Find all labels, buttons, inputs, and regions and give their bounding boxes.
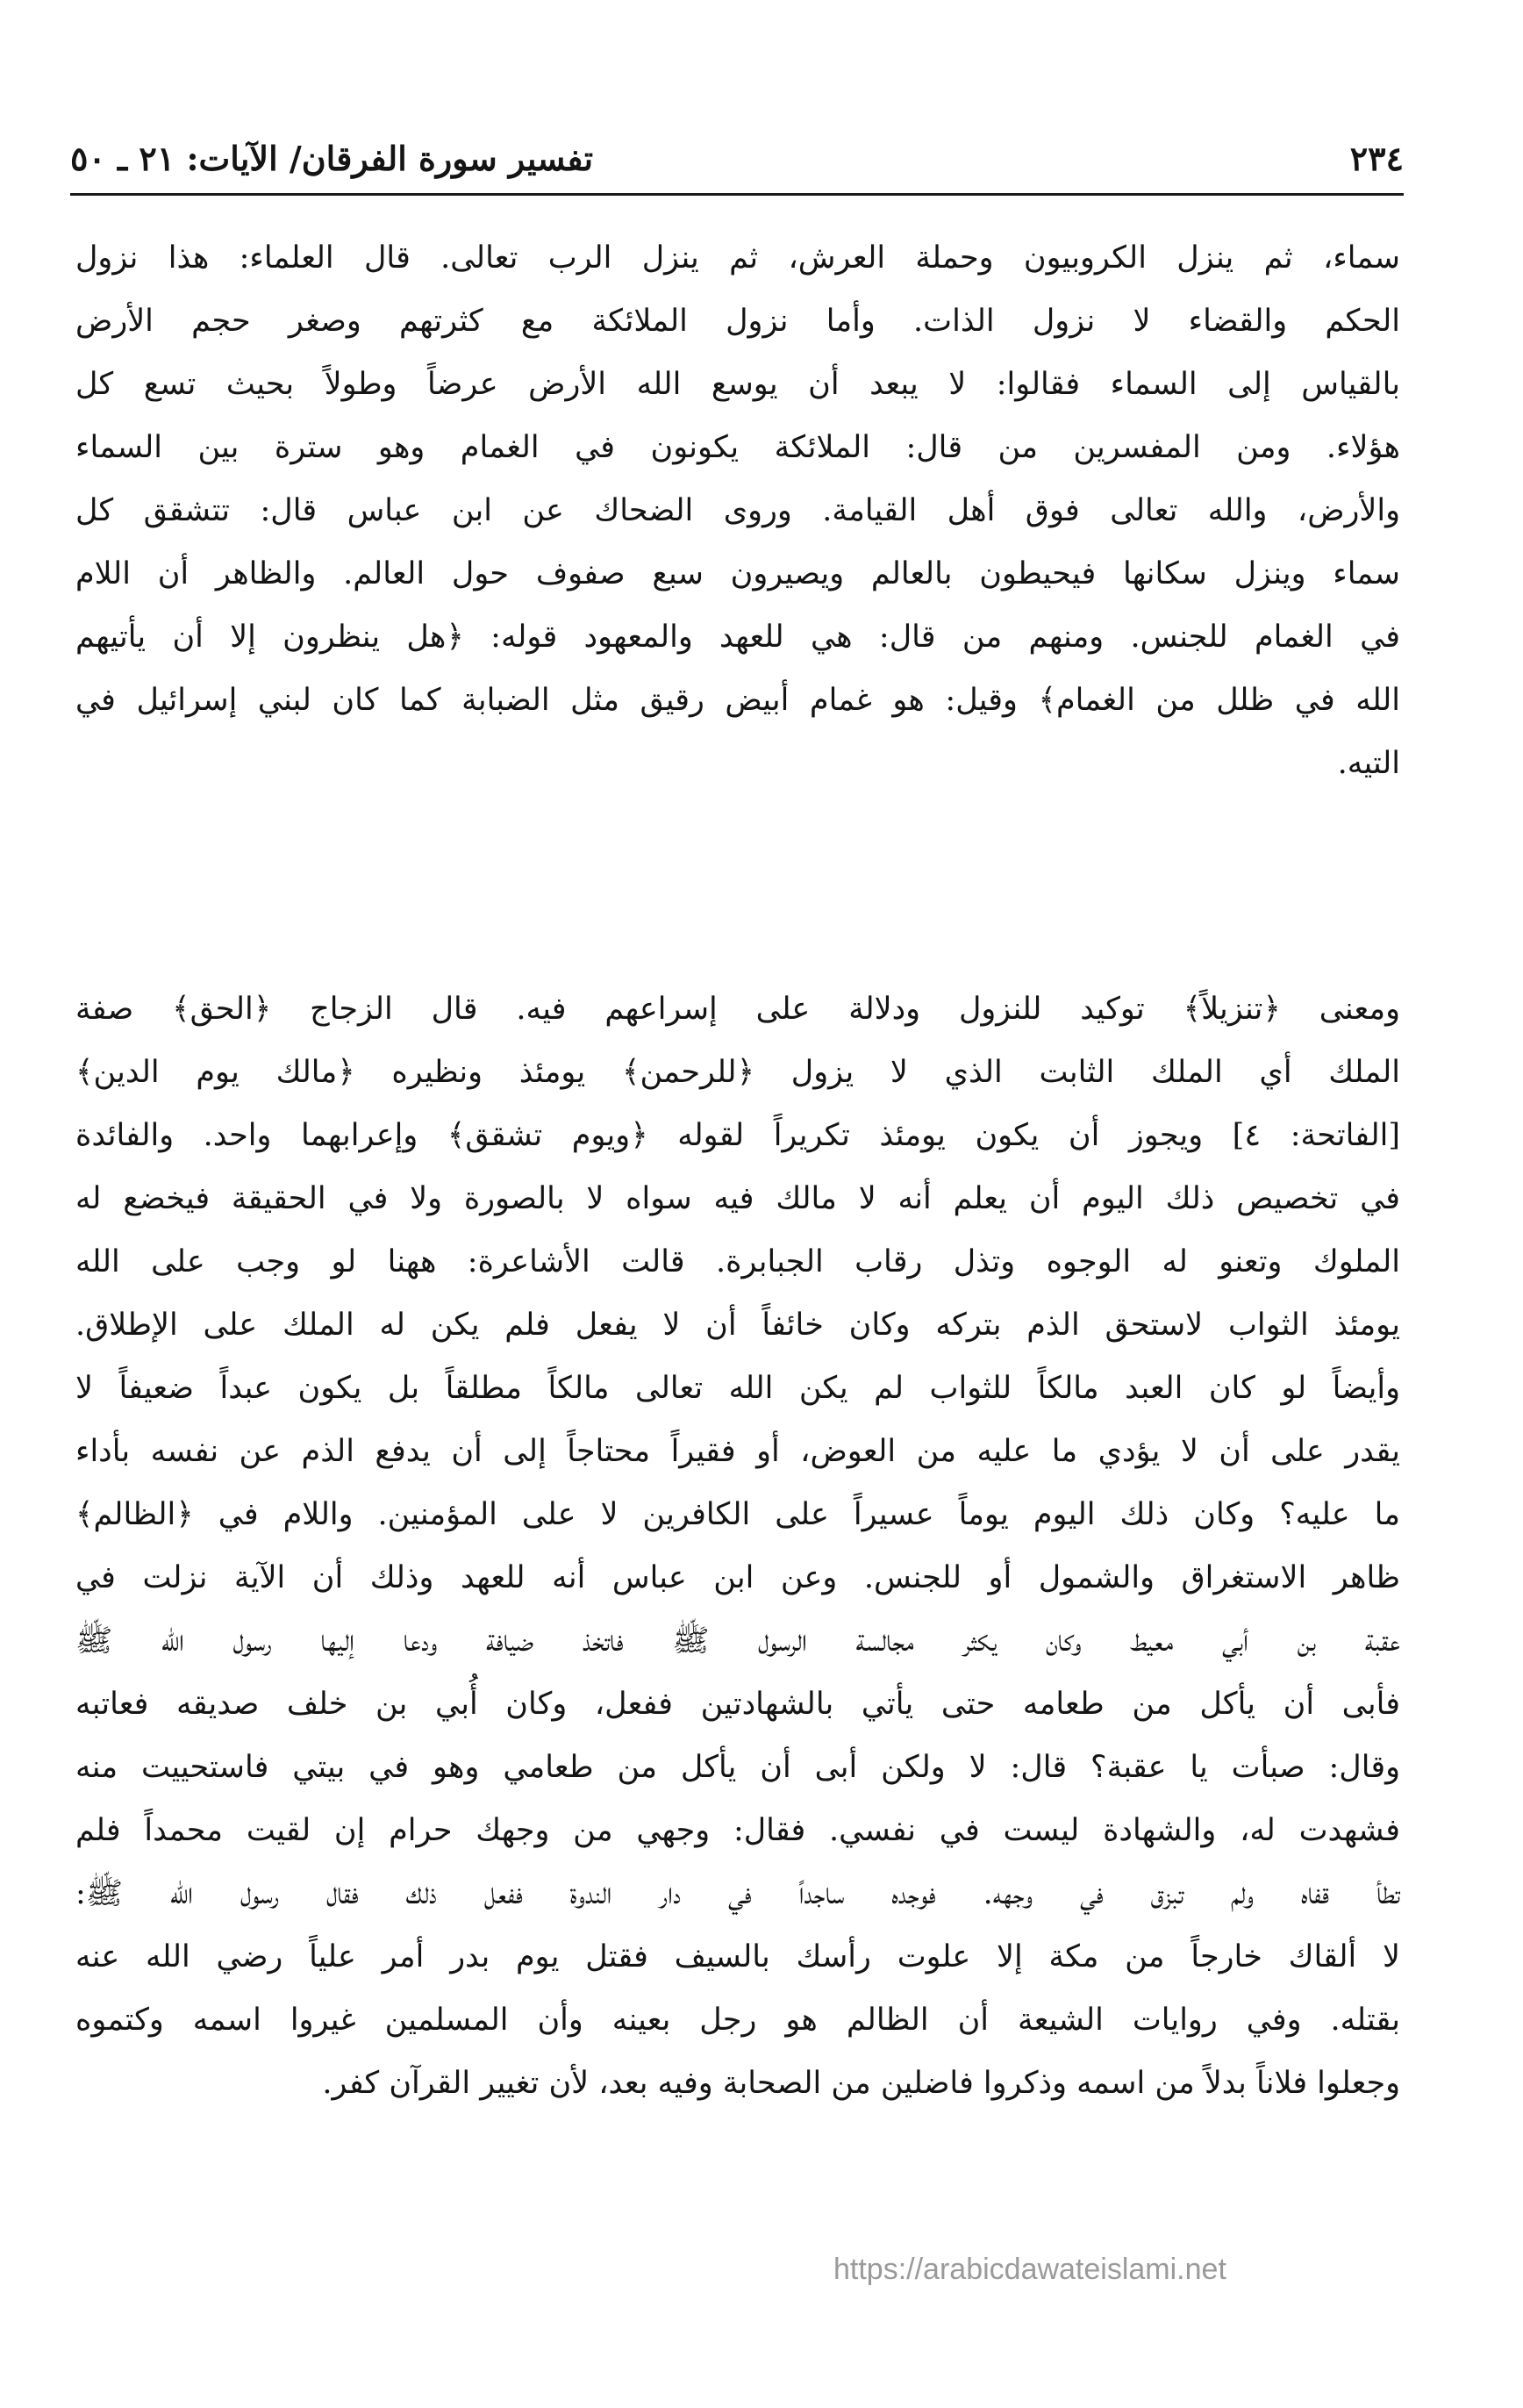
- text-line: فشهدت له، والشهادة ليست في نفسي. فقال: وجهي من وجهك حرام إن لقيت محمداً فلم: [75, 1813, 1400, 1848]
- text-line: هؤلاء. ومن المفسرين من قال: الملائكة يكونون في الغمام وهو سترة بين السماء: [75, 430, 1400, 465]
- text-line: والأرض، والله تعالى فوق أهل القيامة. وروى الضحاك عن ابن عباس قال: تتشقق كل: [75, 493, 1400, 528]
- paragraph-tanzil-meaning: [75, 978, 1400, 2115]
- text-line: وجعلوا فلاناً بدلاً من اسمه وذكروا فاضلين من الصحابة وفيه بعد، لأن تغيير القرآن كفر.: [322, 2066, 1400, 2101]
- header-divider: [70, 193, 1404, 196]
- text-line: ومعنى ﴿تنزيلاً﴾ توكيد للنزول ودلالة على إسراعهم فيه. قال الزجاج ﴿الحق﴾ صفة: [75, 992, 1400, 1027]
- text-line: في تخصيص ذلك اليوم أن يعلم أنه لا مالك فيه سواه لا بالصورة ولا في الحقيقة فيخضع له: [75, 1181, 1400, 1216]
- text-line: يقدر على أن لا يؤدي ما عليه من العوض، أو فقيراً محتاجاً إلى أن يدفع الذم عن نفسه بأداء: [75, 1434, 1400, 1469]
- text-line: تطأ قفاه ولم تبزق في وجهه. فوجده ساجداً في دار الندوة ففعل ذلك فقال رسول الله ﷺ:: [75, 1876, 1400, 1911]
- text-line: فأبى أن يأكل من طعامه حتى يأتي بالشهادتين ففعل، وكان أُبي بن خلف صديقه فعاتبه: [75, 1687, 1400, 1722]
- text-line: في الغمام للجنس. ومنهم من قال: هي للعهد والمعهود قوله: ﴿هل ينظرون إلا أن يأتيهم: [75, 620, 1400, 655]
- text-line: لا ألقاك خارجاً من مكة إلا علوت رأسك بالسيف فقتل يوم بدر أمر علياً رضي الله عنه: [75, 1939, 1400, 1974]
- text-line: الملوك وتعنو له الوجوه وتذل رقاب الجبابرة. قالت الأشاعرة: ههنا لو وجب على الله: [75, 1244, 1400, 1279]
- page-header: [70, 132, 1404, 186]
- text-line: يومئذ الثواب لاستحق الذم بتركه وكان خائفاً أن لا يفعل فلم يكن له الملك على الإطلاق.: [75, 1308, 1400, 1343]
- text-line: سماء وينزل سكانها فيحيطون بالعالم ويصيرون سبع صفوف حول العالم. والظاهر أن اللام: [75, 556, 1400, 591]
- text-line: سماء، ثم ينزل الكروبيون وحملة العرش، ثم ينزل الرب تعالى. قال العلماء: هذا نزول: [75, 240, 1400, 276]
- text-line: وقال: صبأت يا عقبة؟ قال: لا ولكن أبى أن يأكل من طعامي وهو في بيتي فاستحييت منه: [75, 1750, 1400, 1785]
- watermark-url: https://arabicdawateislami.net: [833, 2253, 1226, 2286]
- page-number: ٢٣٤: [1349, 139, 1404, 178]
- text-line: وأيضاً لو كان العبد مالكاً للثواب لم يكن الله تعالى مالكاً مطلقاً بل يكون عبداً ضعيفاً لا: [75, 1371, 1400, 1406]
- text-line: الله في ظلل من الغمام﴾ وقيل: هو غمام أبيض رقيق مثل الضبابة كما كان لبني إسرائيل في: [75, 683, 1400, 718]
- paragraph-angels-descent: [75, 226, 1400, 795]
- text-line: التيه.: [1337, 746, 1400, 781]
- text-line: بالقياس إلى السماء فقالوا: لا يبعد أن يوسع الله الأرض عرضاً وطولاً بحيث تسع كل: [75, 367, 1400, 402]
- text-line: ما عليه؟ وكان ذلك اليوم يوماً عسيراً على الكافرين لا على المؤمنين. واللام في ﴿الظالم﴾: [75, 1497, 1400, 1532]
- text-line: الحكم والقضاء لا نزول الذات. وأما نزول الملائكة مع كثرتهم وصغر حجم الأرض: [75, 304, 1400, 339]
- text-line: عقبة بن أبي معيط وكان يكثر مجالسة الرسول ﷺ فاتخذ ضيافة ودعا إليها رسول الله ﷺ: [75, 1623, 1400, 1659]
- text-line: [الفاتحة: ٤] ويجوز أن يكون يومئذ تكريراً لقوله ﴿ويوم تشقق﴾ وإعرابهما واحد. والفائدة: [75, 1118, 1400, 1153]
- running-title: تفسير سورة الفرقان/ الآيات: ٢١ ـ ٥٠: [70, 139, 594, 178]
- text-line: الملك أي الملك الثابت الذي لا يزول ﴿للرحمن﴾ يومئذ ونظيره ﴿مالك يوم الدين﴾: [75, 1055, 1400, 1090]
- text-line: بقتله. وفي روايات الشيعة أن الظالم هو رجل بعينه وأن المسلمين غيروا اسمه وكتموه: [75, 2003, 1400, 2038]
- text-line: ظاهر الاستغراق والشمول أو للجنس. وعن ابن عباس أنه للعهد وذلك أن الآية نزلت في: [75, 1560, 1400, 1595]
